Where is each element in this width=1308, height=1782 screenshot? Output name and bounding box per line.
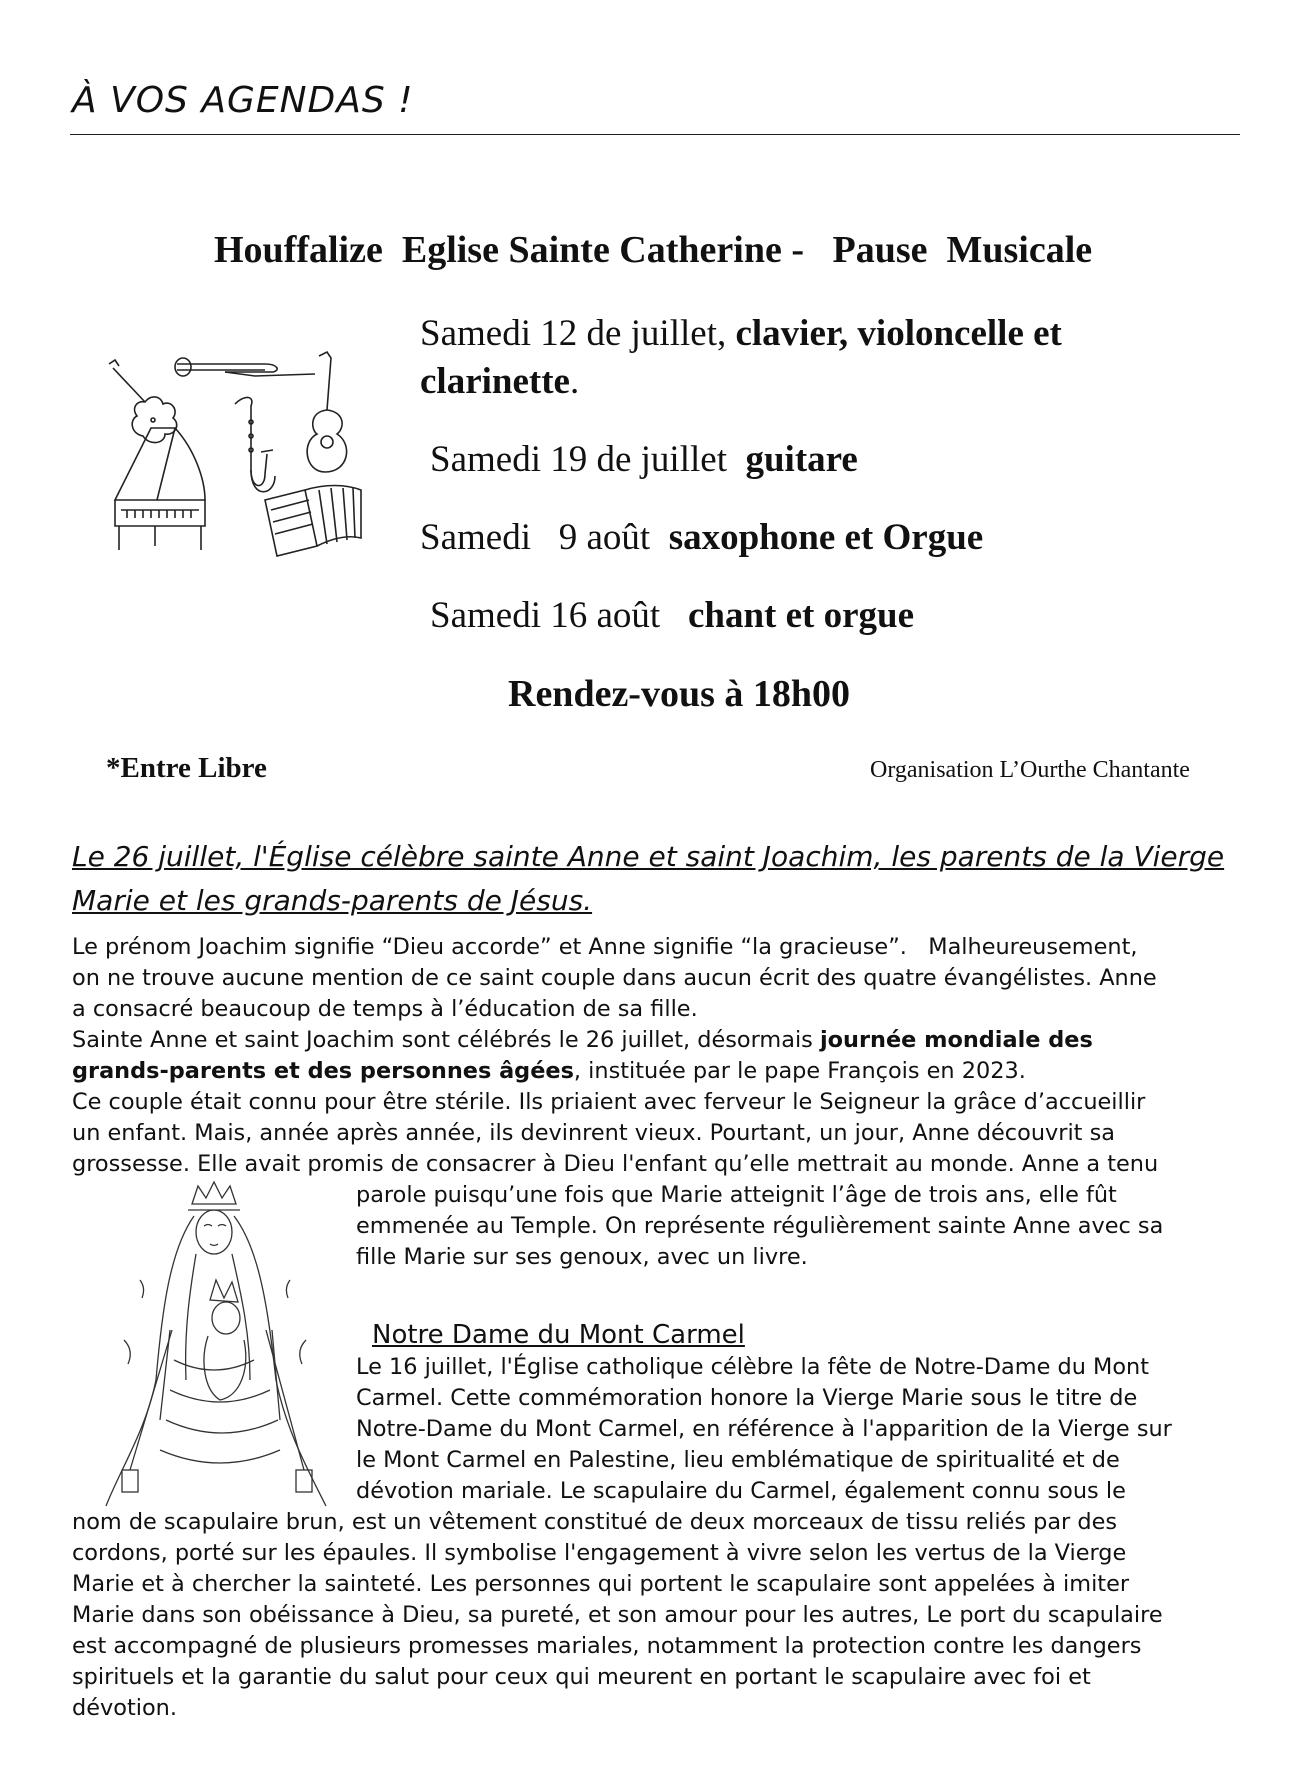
- carmel-line: Marie dans son obéissance à Dieu, sa pureté, et son amour pour les autres, Le port du scapulaire: [72, 1602, 1163, 1628]
- virgin-mary-illustration: [100, 1180, 332, 1510]
- date-program: saxophone et Orgue: [668, 517, 984, 558]
- date-program: chant et orgue: [687, 595, 915, 636]
- entry-note: *Entre Libre: [106, 752, 267, 784]
- concert-date-3: [420, 516, 983, 559]
- article-line: grossesse. Elle avait promis de consacrer à Dieu l'enfant qu’elle mettrait au monde. Anne a tenu: [72, 1151, 1159, 1177]
- text-span: Sainte Anne et saint Joachim sont célébrés le 26 juillet, désormais: [72, 1027, 820, 1053]
- guitar-icon: [307, 352, 346, 472]
- violin-icon: [109, 360, 177, 443]
- article-line: Le prénom Joachim signifie “Dieu accorde” et Anne signifie “la gracieuse”. Malheureusement,: [72, 934, 1138, 960]
- text-span: , instituée par le pape François en 2023.: [573, 1058, 1026, 1084]
- article-line: on ne trouve aucune mention de ce saint couple dans aucun écrit des quatre évangélistes. Anne: [72, 965, 1157, 991]
- concert-title: Houffalize Eglise Sainte Catherine - Pause Musicale: [214, 229, 1093, 271]
- carmel-line: cordons, porté sur les épaules. Il symbolise l'engagement à vivre selon les vertus de la Vierge: [72, 1540, 1127, 1566]
- article-line: a consacré beaucoup de temps à l’éducation de sa fille.: [72, 996, 698, 1022]
- text-bold: journée mondiale des: [819, 1027, 1093, 1053]
- carmel-line: le Mont Carmel en Palestine, lieu emblématique de spiritualité et de: [356, 1447, 1120, 1473]
- header-divider: [70, 134, 1240, 135]
- carmel-line: dévotion.: [72, 1695, 177, 1721]
- carmel-line: Carmel. Cette commémoration honore la Vierge Marie sous le titre de: [356, 1385, 1138, 1411]
- concert-date-4: [430, 594, 914, 637]
- concert-date-1-cont: [420, 360, 579, 403]
- music-instruments-illustration: [105, 350, 405, 605]
- date-program: clavier, violoncelle et: [735, 313, 1062, 354]
- trombone-icon: [175, 358, 315, 376]
- article-line: un enfant. Mais, année après année, ils devinrent vieux. Pourtant, un jour, Anne découvrit sa: [72, 1120, 1115, 1146]
- carmel-heading: Notre Dame du Mont Carmel: [372, 1320, 745, 1350]
- date-program: guitare: [745, 439, 858, 480]
- carmel-line: dévotion mariale. Le scapulaire du Carmel, également connu sous le: [356, 1478, 1126, 1504]
- carmel-line: Le 16 juillet, l'Église catholique célèbre la fête de Notre-Dame du Mont: [356, 1354, 1149, 1380]
- text-bold: grands-parents et des personnes âgées: [72, 1058, 574, 1084]
- date-day: Samedi 12 de juillet,: [420, 313, 736, 354]
- concert-date-1: [420, 312, 1062, 355]
- carmel-line: spirituels et la garantie du salut pour ceux qui meurent en portant le scapulaire avec foi et: [72, 1664, 1091, 1690]
- concert-date-2: [430, 438, 858, 481]
- date-day: Samedi 9 août: [420, 517, 669, 558]
- date-day: Samedi 16 août: [430, 595, 688, 636]
- article-line: Ce couple était connu pour être stérile. Ils priaient avec ferveur le Seigneur la grâce d’accueillir: [72, 1089, 1146, 1115]
- article-line: parole puisqu’une fois que Marie atteignit l’âge de trois ans, elle fût: [356, 1182, 1117, 1208]
- article-line: [72, 1056, 1026, 1087]
- section-header: À VOS AGENDAS !: [72, 80, 414, 121]
- date-end: .: [569, 361, 580, 402]
- carmel-line: est accompagné de plusieurs promesses mariales, notamment la protection contre les dangers: [72, 1633, 1142, 1659]
- carmel-line: nom de scapulaire brun, est un vêtement constitué de deux morceaux de tissu reliés par des: [72, 1509, 1118, 1535]
- accordion-icon: [265, 486, 361, 557]
- harpsichord-icon: [115, 428, 205, 550]
- article-line: fille Marie sur ses genoux, avec un livre.: [356, 1244, 808, 1270]
- carmel-line: Notre-Dame du Mont Carmel, en référence à l'apparition de la Vierge sur: [356, 1416, 1172, 1442]
- carmel-line: Marie et à chercher la sainteté. Les personnes qui portent le scapulaire sont appelées à imiter: [72, 1571, 1130, 1597]
- organisation-credit: Organisation L’Ourthe Chantante: [870, 757, 1190, 783]
- rendezvous-time: Rendez-vous à 18h00: [508, 673, 851, 715]
- feast-heading: Le 26 juillet, l'Église célèbre sainte Anne et saint Joachim, les parents de la Vierge Marie et les grands-parents de Jésus.: [72, 840, 1225, 917]
- article-line: emmenée au Temple. On représente régulièrement sainte Anne avec sa: [356, 1213, 1164, 1239]
- article-line: [72, 1025, 1093, 1056]
- date-day: Samedi 19 de juillet: [430, 439, 746, 480]
- date-program: clarinette: [420, 361, 570, 402]
- saxophone-icon: [235, 397, 275, 491]
